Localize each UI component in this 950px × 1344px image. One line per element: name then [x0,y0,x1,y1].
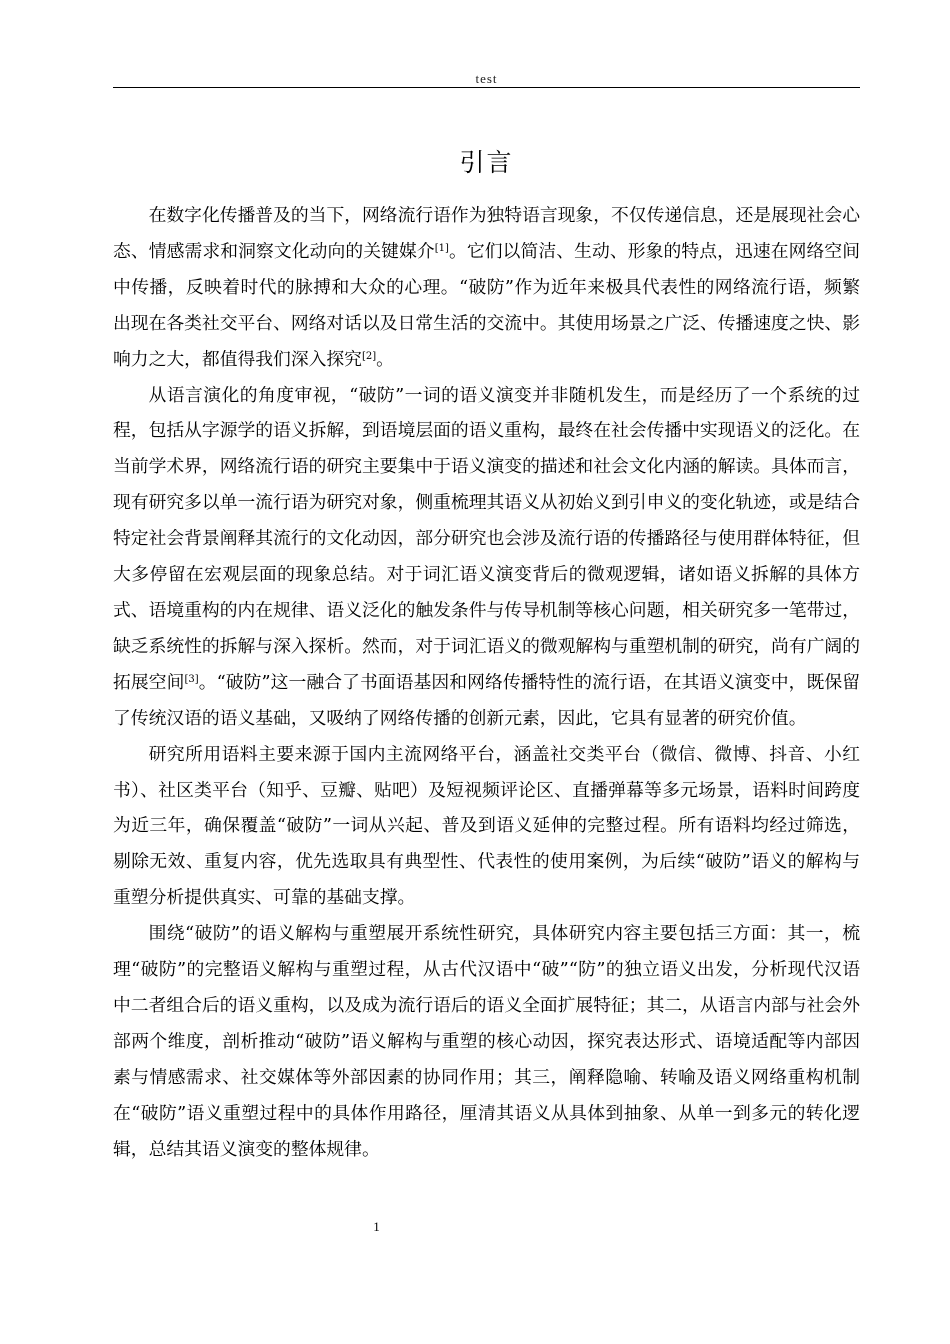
citation-ref-2: [2] [361,350,377,362]
citation-ref-1: [1] [434,242,449,254]
paragraph-1 [113,198,860,378]
paragraph-3 [113,737,860,917]
paragraph-1-text-b: 。它们以简洁、生动、形象的特点，迅速在网络空间中传播，反映着时代的脉搏和大众的心理。“破防”作为近年来极具代表性的网络流行语，频繁出现在各类社交平台、网络对话以及日常生活的交流中。其使用场景之广泛、传播速度之快、影响力之大，都值得我们深入探究 [113,240,860,370]
paragraph-1-text-c: 。 [376,348,394,370]
paragraph-3-text-a: 研究所用语料主要来源于国内主流网络平台，涵盖社交类平台（微信、微博、抖音、小红书）、社区类平台（知乎、豆瓣、贴吧）及短视频评论区、直播弹幕等多元场景，语料时间跨度为近三年，确保覆盖“破防”一词从兴起、普及到语义延伸的完整过程。所有语料均经过筛选，剔除无效、重复内容，优先选取具有典型性、代表性的使用案例，为后续“破防”语义的解构与重塑分析提供真实、可靠的基础支撑。 [113,743,860,909]
page-number: 1 [373,1219,380,1234]
paragraph-2 [113,378,860,737]
paragraph-1-text-a: 在数字化传播普及的当下，网络流行语作为独特语言现象，不仅传递信息，还是展现社会心态、情感需求和洞察文化动向的关键媒介 [113,205,860,262]
header-rule [113,87,860,88]
section-title: 引言 [459,148,514,177]
citation-ref-3: [3] [184,673,199,685]
paragraph-4 [113,916,860,1167]
running-header: test [475,71,498,86]
body-text [113,198,860,1167]
paragraph-4-text-a: 围绕“破防”的语义解构与重塑展开系统性研究，具体研究内容主要包括三方面：其一，梳理“破防”的完整语义解构与重塑过程，从古代汉语中“破”“防”的独立语义出发，分析现代汉语中二者组合后的语义重构，以及成为流行语后的语义全面扩展特征；其二，从语言内部与社会外部两个维度，剖析推动“破防”语义解构与重塑的核心动因，探究表达形式、语境适配等内部因素与情感需求、社交媒体等外部因素的协同作用；其三，阐释隐喻、转喻及语义网络重构机制在“破防”语义重塑过程中的具体作用路径，厘清其语义从具体到抽象、从单一到多元的转化逻辑，总结其语义演变的整体规律。 [113,923,860,1160]
paragraph-2-text-a: 从语言演化的角度审视，“破防”一词的语义演变并非随机发生，而是经历了一个系统的过程，包括从字源学的语义拆解，到语境层面的语义重构，最终在社会传播中实现语义的泛化。在当前学术界，网络流行语的研究主要集中于语义演变的描述和社会文化内涵的解读。具体而言，现有研究多以单一流行语为研究对象，侧重梳理其语义从初始义到引申义的变化轨迹，或是结合特定社会背景阐释其流行的文化动因，部分研究也会涉及流行语的传播路径与使用群体特征，但大多停留在宏观层面的现象总结。对于词汇语义演变背后的微观逻辑，诸如语义拆解的具体方式、语境重构的内在规律、语义泛化的触发条件与传导机制等核心问题，相关研究多一笔带过，缺乏系统性的拆解与深入探析。然而，对于词汇语义的微观解构与重塑机制的研究，尚有广阔的拓展空间 [113,384,860,693]
paragraph-2-text-b: 。“破防”这一融合了书面语基因和网络传播特性的流行语，在其语义演变中，既保留了传统汉语的语义基础，又吸纳了网络传播的创新元素，因此，它具有显著的研究价值。 [113,671,860,729]
